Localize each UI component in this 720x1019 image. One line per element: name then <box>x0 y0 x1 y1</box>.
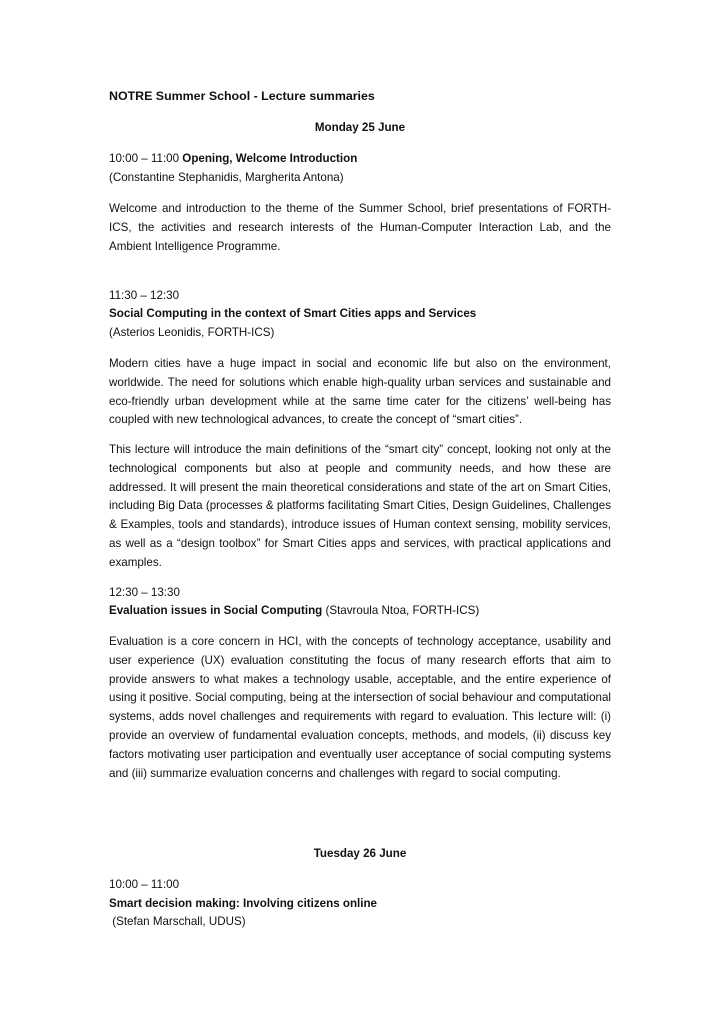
session-description: Modern cities have a huge impact in social and economic life but also on the environment, worldwide. The need for solutions which enable high-quality urban services and sustainable and eco-friendly urban development while at the same time cater for the citizens’ well-being has coupled with new technological advances, to create the concept of “smart cities”. <box>109 357 611 427</box>
session-title: Social Computing in the context of Smart Cities apps and Services <box>109 307 477 320</box>
day-heading-tuesday: Tuesday 26 June <box>313 847 407 860</box>
page-title: NOTRE Summer School - Lecture summaries <box>109 89 375 103</box>
session-speakers: (Stavroula Ntoa, FORTH-ICS) <box>325 604 480 617</box>
session-speakers: (Stefan Marschall, UDUS) <box>109 915 246 928</box>
session-title: Evaluation issues in Social Computing <box>109 604 323 617</box>
session-title: Opening, Welcome Introduction <box>182 152 358 165</box>
session-time: 11:30 – 12:30 <box>109 289 180 302</box>
session-opening-header <box>109 150 611 169</box>
session-time: 12:30 – 13:30 <box>109 586 180 599</box>
session-time: 10:00 – 11:00 <box>109 152 180 165</box>
session-speakers: (Constantine Stephanidis, Margherita Antona) <box>109 171 344 184</box>
session-title: Smart decision making: Involving citizens online <box>109 897 377 910</box>
session-description: Welcome and introduction to the theme of the Summer School, brief presentations of FORTH-ICS, the activities and research interests of the Human-Computer Interaction Lab, and the Ambient Intelligence Programme. <box>109 202 611 253</box>
session-time: 10:00 – 11:00 <box>109 878 180 891</box>
session-description: This lecture will introduce the main definitions of the “smart city” concept, looking not only at the technological components but also at people and community needs, and how these are addressed. It will present the main theoretical considerations and state of the art on Smart Cities, including Big Data (processes & platforms facilitating Smart Cities, Design Guidelines, Challenges & Examples, tools and standards), introduce issues of Human context sensing, mobility services, as well as a “design toolbox” for Smart Cities apps and services, with practical applications and examples. <box>109 443 611 569</box>
session-title-line <box>109 602 611 621</box>
session-description: Evaluation is a core concern in HCI, with the concepts of technology acceptance, usability and user experience (UX) evaluation constituting the focus of many research efforts that aim to provide answers to what makes a technology usable, acceptable, and the entire experience of using it positive. Social computing, being at the intersection of social behaviour and computational systems, adds novel challenges and requirements with regard to evaluation. This lecture will: (i) provide an overview of fundamental evaluation concepts, methods, and models, (ii) discuss key factors motivating user participation and eventually user acceptance of social computing systems and (iii) summarize evaluation concerns and challenges with regard to social computing. <box>109 635 611 780</box>
session-speakers: (Asterios Leonidis, FORTH-ICS) <box>109 326 275 339</box>
day-heading-monday: Monday 25 June <box>314 121 406 134</box>
